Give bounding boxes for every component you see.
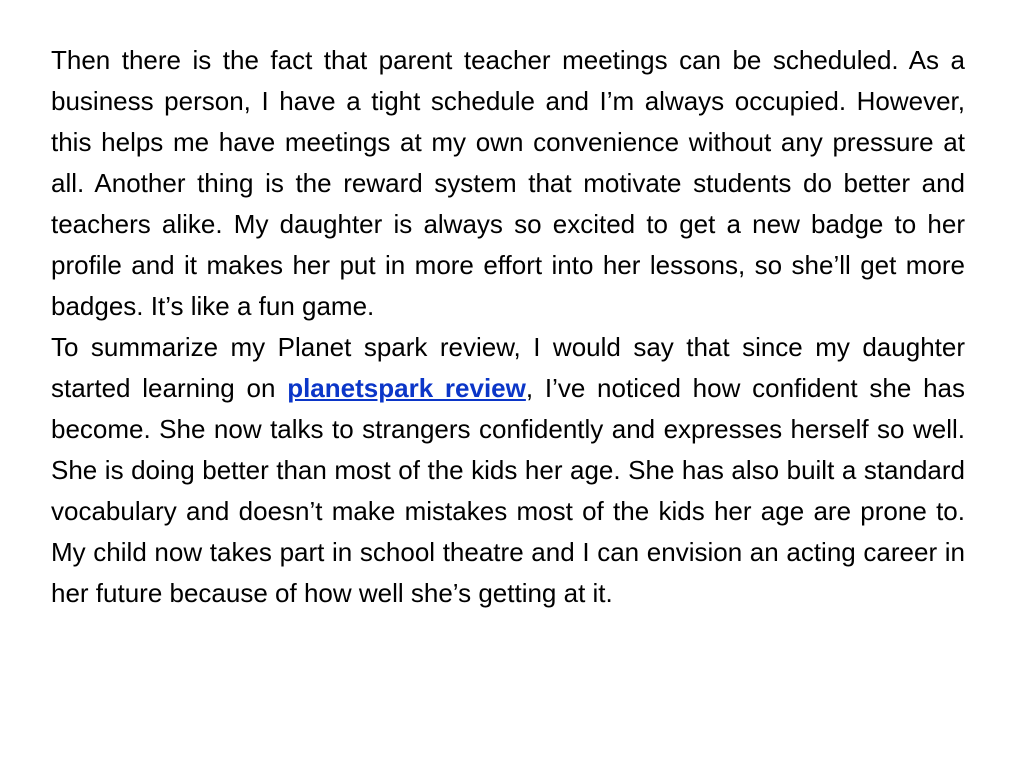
body-text [51,40,965,614]
paragraph-2-text-start: To summarize my Planet spark review, I would say that since my daughter started learning on [51,332,965,403]
paragraph-2-text-end: , I’ve noticed how confident she has become. She now talks to strangers confidently and expresses herself so well. She is doing better than most of the kids her age. She has also built a standard vocabulary and doesn’t make mistakes most of the kids her age are prone to. My child now takes part in school theatre and I can envision an acting career in her future because of how well she’s getting at it. [51,373,965,608]
paragraph-1: Then there is the fact that parent teacher meetings can be scheduled. As a business person, I have a tight schedule and I’m always occupied. However, this helps me have meetings at my own convenience without any pressure at all. Another thing is the reward system that motivate students do better and teachers alike. My daughter is always so excited to get a new badge to her profile and it makes her put in more effort into her lessons, so she’ll get more badges. It’s like a fun game. [51,45,965,321]
paragraph-2 [51,327,965,614]
planetspark-review-link[interactable]: planetspark review [287,373,526,403]
